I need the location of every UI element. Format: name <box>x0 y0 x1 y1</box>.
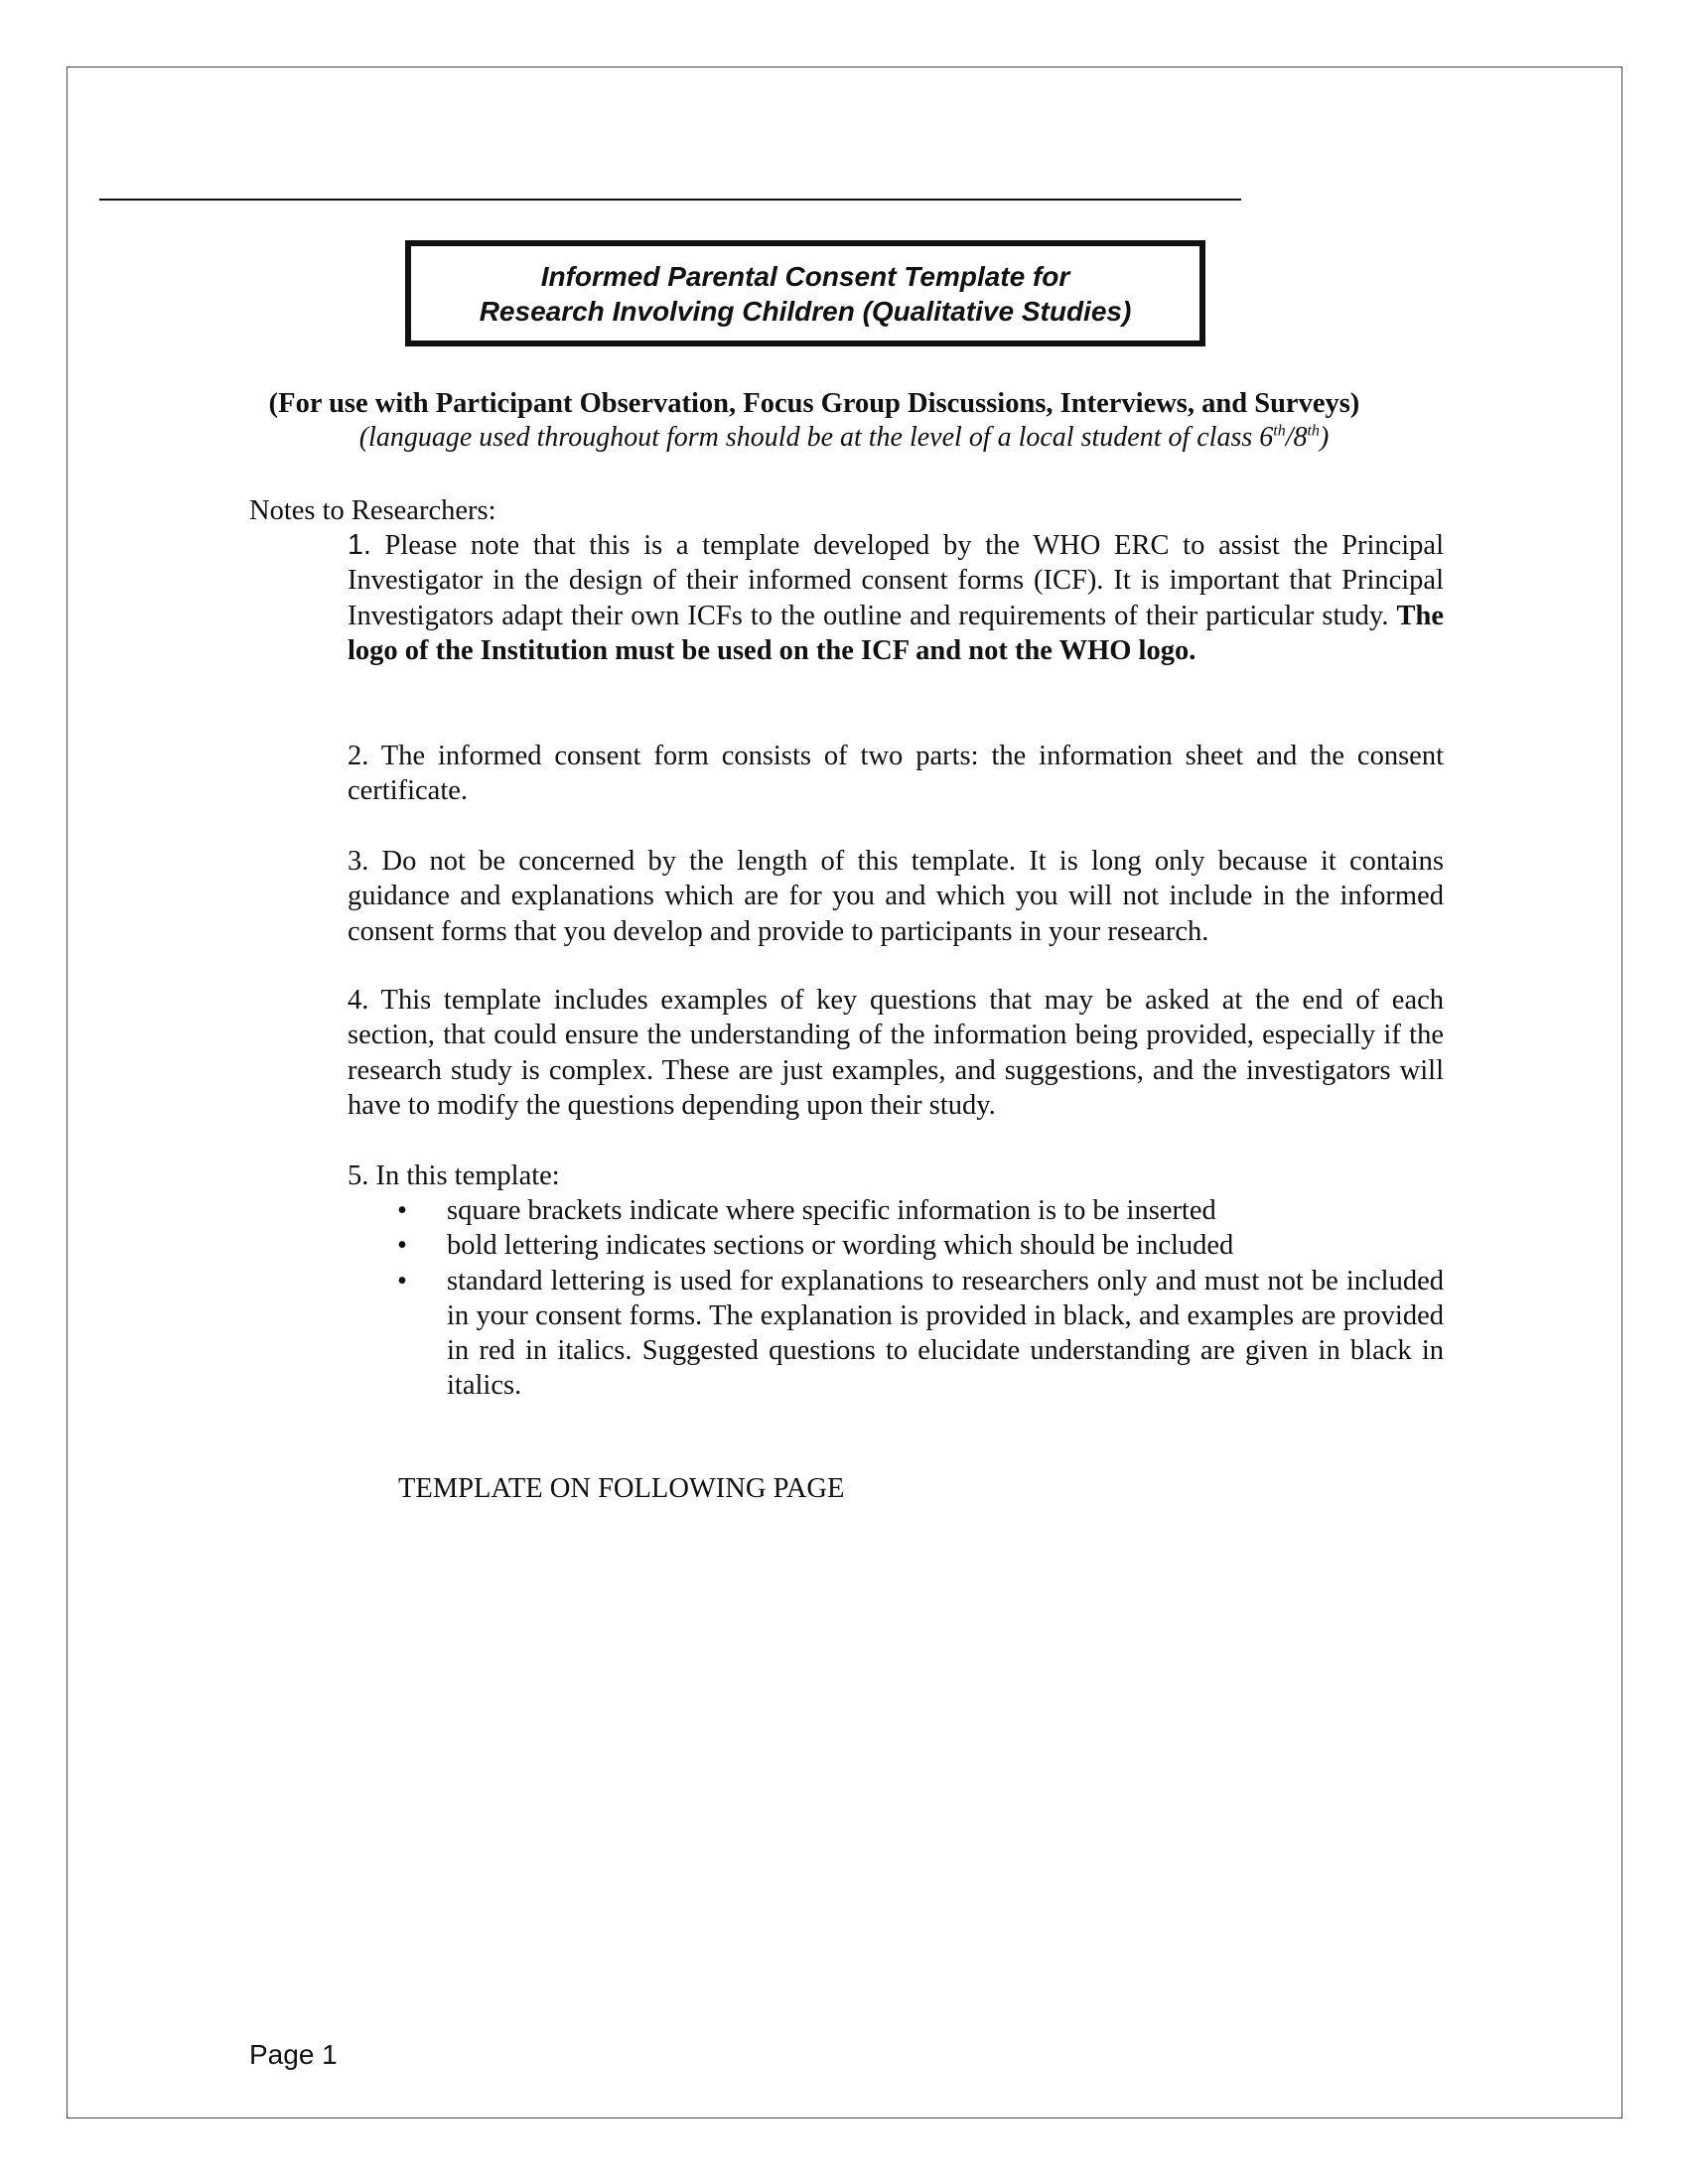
note-2: 2. The informed consent form consists of two parts: the information sheet and the consent certificate. <box>348 741 1444 807</box>
header-rule <box>99 199 1241 201</box>
list-item <box>397 1264 1444 1404</box>
bullet-icon: • <box>397 1230 407 1262</box>
following-page-note: TEMPLATE ON FOLLOWING PAGE <box>398 1473 845 1504</box>
note-1-bold-text: The logo of the Institution must be used on the ICF and not the WHO logo. <box>348 600 1444 666</box>
title-box <box>405 240 1205 346</box>
language-note-sup-2: th <box>1307 422 1320 440</box>
note-1-text: Please note that this is a template developed by the WHO ERC to assist the Principal Investigator in the design of their informed consent forms (ICF). It is important that Principal Investigators adapt their own ICFs to the outline and requirements of their particular study. <box>348 530 1444 631</box>
language-note-sup-1: th <box>1273 422 1286 440</box>
list-item-text: bold lettering indicates sections or wording which should be included <box>447 1230 1234 1262</box>
language-note-mid: /8 <box>1285 422 1308 453</box>
notes-heading: Notes to Researchers: <box>249 495 496 526</box>
list-item <box>397 1228 1444 1263</box>
title-line-1: Informed Parental Consent Template for <box>540 260 1070 292</box>
bullet-icon: • <box>397 1195 407 1226</box>
usage-subtitle: (For use with Participant Observation, Focus Group Discussions, Interviews, and Surveys) <box>268 388 1360 419</box>
page-number: Page 1 <box>249 2039 338 2070</box>
note-3: 3. Do not be concerned by the length of this template. It is long only because it contains guidance and explanations which are for you and which you will not include in the informed consent forms that you develop and provide to participants in your research. <box>348 846 1444 947</box>
title-line-2: Research Involving Children (Qualitative Studies) <box>479 295 1132 327</box>
language-note-suffix: ) <box>1319 422 1330 453</box>
list-item-text: standard lettering is used for explanations to researchers only and must not be included in your consent forms. The explanation is provided in black, and examples are provided in red in italics. Suggested questions to elucidate understanding are given in black in italics. <box>447 1265 1444 1402</box>
template-conventions-list <box>397 1193 1444 1404</box>
note-1 <box>348 528 1444 668</box>
note-5: 5. In this template: <box>348 1160 560 1191</box>
note-4: 4. This template includes examples of key questions that may be asked at the end of each section, that could ensure the understanding of the information being provided, especially if the research study is complex. These are just examples, and suggestions, and the investigators will have to modify the questions depending upon their study. <box>348 985 1444 1121</box>
list-item-text: square brackets indicate where specific information is to be inserted <box>447 1195 1216 1226</box>
note-1-number: 1. <box>348 529 371 561</box>
list-item <box>397 1193 1444 1228</box>
bullet-icon: • <box>397 1265 407 1297</box>
language-note-prefix: (language used throughout form should be at the level of a local student of class 6 <box>358 422 1274 453</box>
language-note <box>0 421 1688 455</box>
